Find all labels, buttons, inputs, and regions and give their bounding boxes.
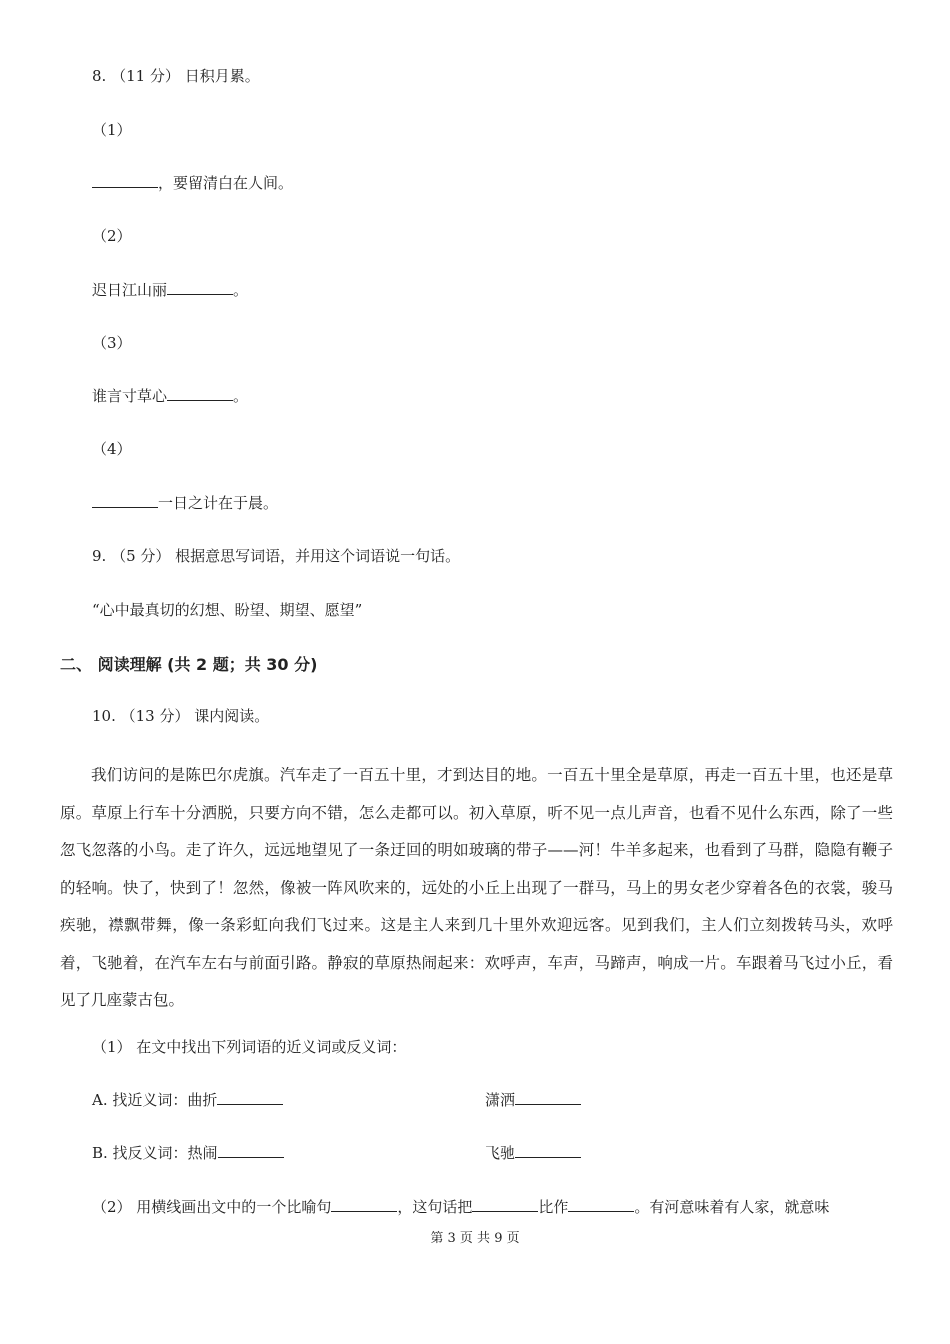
answer-blank[interactable] [568, 1197, 634, 1212]
sub2-part3: 比作 [538, 1198, 569, 1216]
answer-blank[interactable] [167, 386, 233, 401]
answer-blank[interactable] [217, 1090, 283, 1105]
q8-item2-end: 。 [233, 281, 249, 299]
answer-blank[interactable] [515, 1090, 581, 1105]
q10-sub2-line [92, 1197, 829, 1217]
q8-item4-number: （4） [92, 440, 132, 458]
answer-blank[interactable] [331, 1197, 397, 1212]
q8-item3-line [92, 386, 248, 406]
q10-passage: 我们访问的是陈巴尔虎旗。汽车走了一百五十里，才到达目的地。一百五十里全是草原，再走一百五十里，也还是草原。草原上行车十分洒脱，只要方向不错，怎么走都可以。初入草原，听不见一点儿声音，也看不见什么东西，除了一些忽飞忽落的小鸟。走了许久，远远地望见了一条迂回的明如玻璃的带子——河！牛羊多起来，也看到了马群，隐隐有鞭子的轻响。快了，快到了！忽然，像被一阵风吹来的，远处的小丘上出现了一群马，马上的男女老少穿着各色的衣裳，骏马疾驰，襟飘带舞，像一条彩虹向我们飞过来。这是主人来到几十里外欢迎远客。见到我们，主人们立刻拨转马头，欢呼着，飞驰着，在汽车左右与前面引路。静寂的草原热闹起来：欢呼声，车声，马蹄声，响成一片。车跟着马飞过小丘，看见了几座蒙古包。 [60, 766, 893, 1009]
q8-heading: 8. （11 分） 日积月累。 [92, 67, 260, 85]
page-footer: 第 3 页 共 9 页 [430, 1231, 520, 1246]
q8-item4-text: 一日之计在于晨。 [158, 494, 279, 512]
sub2-part4: 。有河意味着有人家，就意味 [634, 1198, 830, 1216]
row-b-label: B. 找反义词：热闹 [92, 1144, 218, 1162]
q8-item4-line [92, 493, 278, 513]
q9-quote: “心中最真切的幻想、盼望、期望、愿望” [92, 601, 363, 619]
row-b-word2: 飞驰 [485, 1144, 516, 1162]
q10-heading: 10. （13 分） 课内阅读。 [92, 707, 270, 725]
q8-item3-end: 。 [233, 387, 249, 405]
q10-sub1-heading: （1） 在文中找出下列词语的近义词或反义词： [92, 1038, 407, 1056]
answer-blank[interactable] [472, 1197, 538, 1212]
q8-item2-line [92, 280, 248, 300]
sub2-part1: （2） 用横线画出文中的一个比喻句 [92, 1198, 332, 1216]
answer-blank[interactable] [167, 280, 233, 295]
sub2-part2: ，这句话把 [397, 1198, 473, 1216]
q8-item3-number: （3） [92, 334, 132, 352]
q8-item1-text: ，要留清白在人间。 [158, 174, 294, 192]
answer-blank[interactable] [515, 1143, 581, 1158]
answer-blank[interactable] [92, 493, 158, 508]
q9-heading: 9. （5 分） 根据意思写词语，并用这个词语说一句话。 [92, 547, 461, 565]
q8-item2-number: （2） [92, 227, 132, 245]
row-a-word2: 潇洒 [485, 1091, 516, 1109]
answer-blank[interactable] [218, 1143, 284, 1158]
q8-item1-line [92, 173, 293, 193]
q8-item2-text: 迟日江山丽 [92, 281, 168, 299]
q10-sub1-row-b [92, 1143, 892, 1163]
q8-item1-number: （1） [92, 121, 132, 139]
section-title: 二、 阅读理解 (共 2 题；共 30 分) [60, 655, 318, 674]
answer-blank[interactable] [92, 173, 158, 188]
q8-item3-text: 谁言寸草心 [92, 387, 168, 405]
row-a-label: A. 找近义词：曲折 [92, 1091, 218, 1109]
q10-sub1-row-a [92, 1090, 892, 1110]
